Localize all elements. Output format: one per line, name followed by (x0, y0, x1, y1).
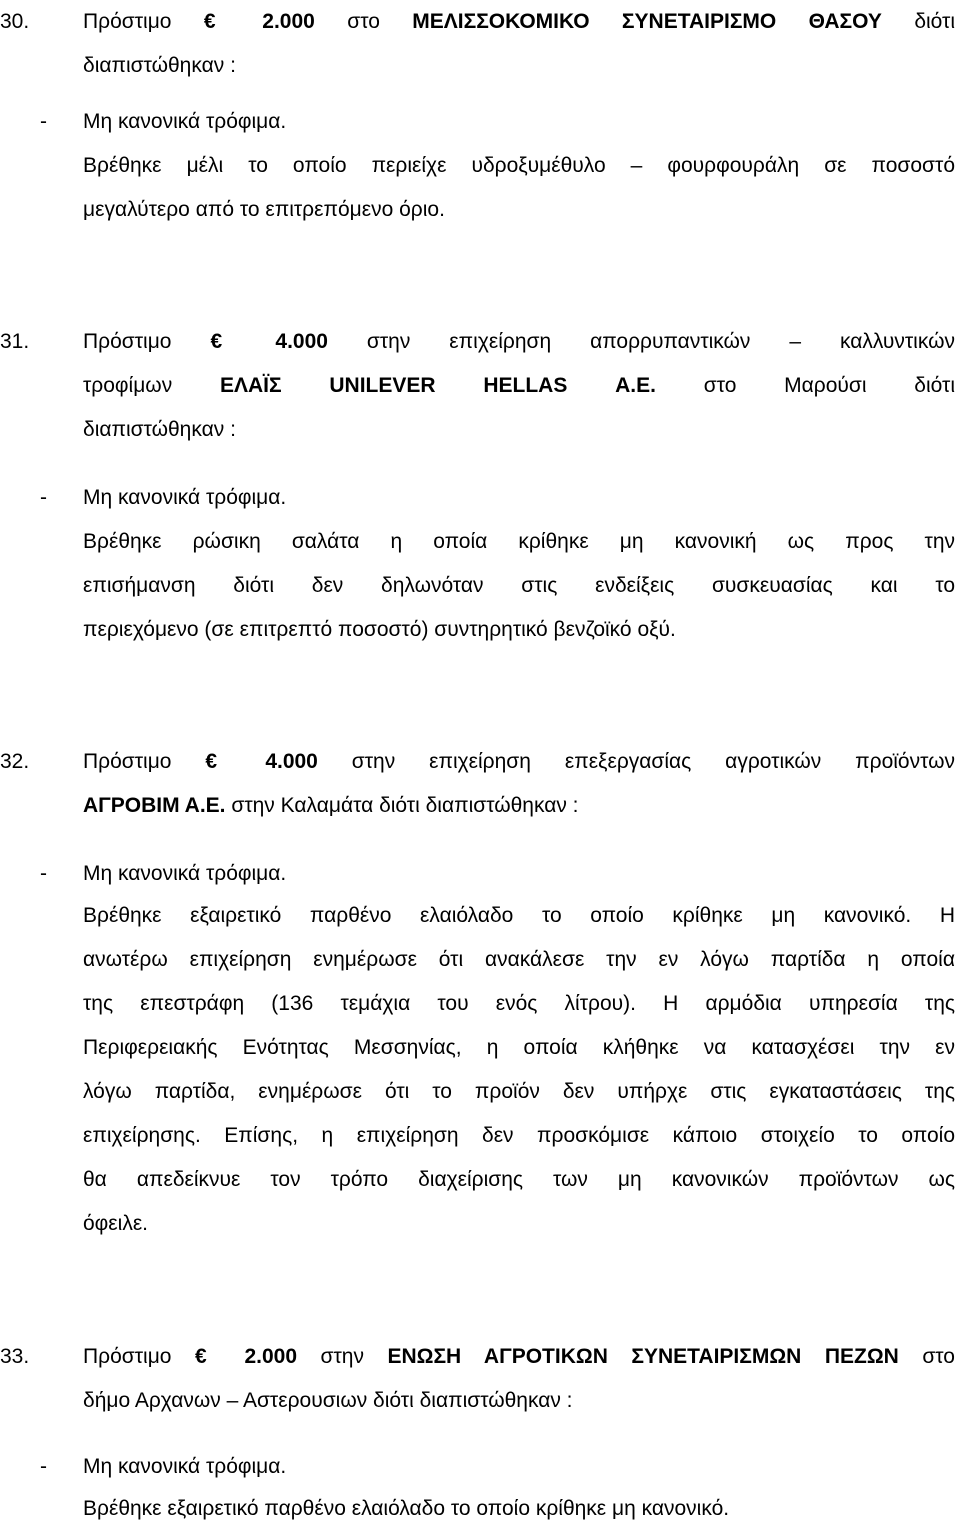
euro-symbol: € (203, 10, 216, 33)
detail-line: της επεστράφη (136 τεμάχια του ενός λίτρου). Η αρμόδια υπηρεσία της (83, 992, 955, 1015)
violation-details (83, 144, 955, 232)
violation-type: Μη κανονικά τρόφιμα. (83, 110, 287, 133)
header-text: στο (922, 1345, 955, 1368)
item-header (83, 740, 955, 828)
item-number: 31. (0, 330, 30, 353)
item-header-line-1 (83, 1335, 955, 1379)
item-header-line-2 (83, 364, 955, 408)
item-number: 33. (0, 1345, 30, 1368)
detail-line: επισήμανση διότι δεν δηλωνόταν στις ενδείξεις συσκευασίας και το (83, 574, 955, 597)
detail-line: Βρέθηκε ρώσικη σαλάτα η οποία κρίθηκε μη κανονική ως προς την (83, 530, 955, 553)
dash-bullet: - (40, 110, 47, 133)
detail-line: ανωτέρω επιχείρηση ενημέρωσε ότι ανακάλεσε την εν λόγω παρτίδα η οποία (83, 948, 955, 971)
preposition: στην (320, 1345, 364, 1368)
violation-type: Μη κανονικά τρόφιμα. (83, 862, 287, 885)
item-header (83, 0, 955, 88)
fine-amount: 4.000 (265, 750, 318, 773)
header-text: στην επιχείρηση απορρυπαντικών – καλλυντικών (366, 330, 955, 353)
violation-details (83, 894, 955, 1246)
fine-label: Πρόστιμο (83, 750, 172, 773)
item-header-line-2: δήμο Αρχανων – Αστερουσιων διότι διαπιστώθηκαν : (83, 1389, 573, 1412)
fine-amount: 4.000 (275, 330, 328, 353)
header-text: στην επιχείρηση επεξεργασίας αγροτικών προϊόντων (351, 750, 955, 773)
item-header (83, 320, 955, 452)
company-name: ΜΕΛΙΣΣΟΚΟΜΙΚΟ ΣΥΝΕΤΑΙΡΙΣΜΟ ΘΑΣΟΥ (412, 10, 882, 33)
detail-line: θα απεδείκνυε τον τρόπο διαχείρισης των μη κανονικών προϊόντων ως (83, 1168, 955, 1191)
item-header-line-1 (83, 0, 955, 44)
item-header (83, 1335, 955, 1423)
detail-line: Βρέθηκε μέλι το οποίο περιείχε υδροξυμέθυλο – φουρφουράλη σε ποσοστό (83, 154, 955, 177)
reason-word: διότι (914, 10, 956, 33)
violation-details (83, 520, 955, 652)
company-name: ΕΛΑΪΣ UNILEVER HELLAS Α.Ε. (219, 374, 656, 397)
fine-amount: 2.000 (262, 10, 315, 33)
item-number: 32. (0, 750, 30, 773)
item-header-line-2 (83, 784, 955, 828)
detail-line: Βρέθηκε εξαιρετικό παρθένο ελαιόλαδο το οποίο κρίθηκε μη κανονικό. (83, 1497, 730, 1520)
violation-type: Μη κανονικά τρόφιμα. (83, 486, 287, 509)
euro-symbol: € (194, 1345, 207, 1368)
dash-bullet: - (40, 1455, 47, 1478)
item-number: 30. (0, 10, 30, 33)
violation-item (40, 476, 955, 520)
detail-line: όφειλε. (83, 1212, 149, 1235)
detail-line: Περιφερειακής Ενότητας Μεσσηνίας, η οποία κλήθηκε να κατασχέσει την εν (83, 1036, 955, 1059)
company-name: ΕΝΩΣΗ ΑΓΡΟΤΙΚΩΝ ΣΥΝΕΤΑΙΡΙΣΜΩΝ ΠΕΖΩΝ (387, 1345, 899, 1368)
dash-bullet: - (40, 862, 47, 885)
detail-line: λόγω παρτίδα, ενημέρωσε ότι το προϊόν δεν υπήρχε στις εγκαταστάσεις της (83, 1080, 955, 1103)
item-header-line-3: διαπιστώθηκαν : (83, 418, 236, 441)
detail-line: επιχείρησης. Επίσης, η επιχείρηση δεν προσκόμισε κάποιο στοιχείο το οποίο (83, 1124, 955, 1147)
euro-symbol: € (205, 750, 218, 773)
violation-type: Μη κανονικά τρόφιμα. (83, 1455, 287, 1478)
fine-label: Πρόστιμο (83, 10, 172, 33)
header-text: στο Μαρούσι διότι (703, 374, 955, 397)
header-text: στην Καλαμάτα διότι διαπιστώθηκαν : (231, 794, 579, 817)
violation-item (40, 852, 955, 896)
euro-symbol: € (210, 330, 223, 353)
item-header-line-1 (83, 740, 955, 784)
detail-line: Βρέθηκε εξαιρετικό παρθένο ελαιόλαδο το οποίο κρίθηκε μη κανονικό. Η (83, 904, 955, 927)
fine-amount: 2.000 (244, 1345, 298, 1368)
violation-item (40, 1445, 955, 1489)
fine-label: Πρόστιμο (83, 1345, 172, 1368)
violation-details (83, 1487, 955, 1531)
item-header-line-2: διαπιστώθηκαν : (83, 54, 236, 77)
dash-bullet: - (40, 486, 47, 509)
preposition: στο (347, 10, 380, 33)
detail-line: περιεχόμενο (σε επιτρεπτό ποσοστό) συντηρητικό βενζοϊκό οξύ. (83, 618, 676, 641)
header-text: τροφίμων (83, 374, 173, 397)
detail-line: μεγαλύτερο από το επιτρεπόμενο όριο. (83, 198, 445, 221)
company-name: ΑΓΡΟΒΙΜ Α.Ε. (83, 794, 226, 817)
fine-label: Πρόστιμο (83, 330, 172, 353)
item-header-line-1 (83, 320, 955, 364)
violation-item (40, 100, 955, 144)
